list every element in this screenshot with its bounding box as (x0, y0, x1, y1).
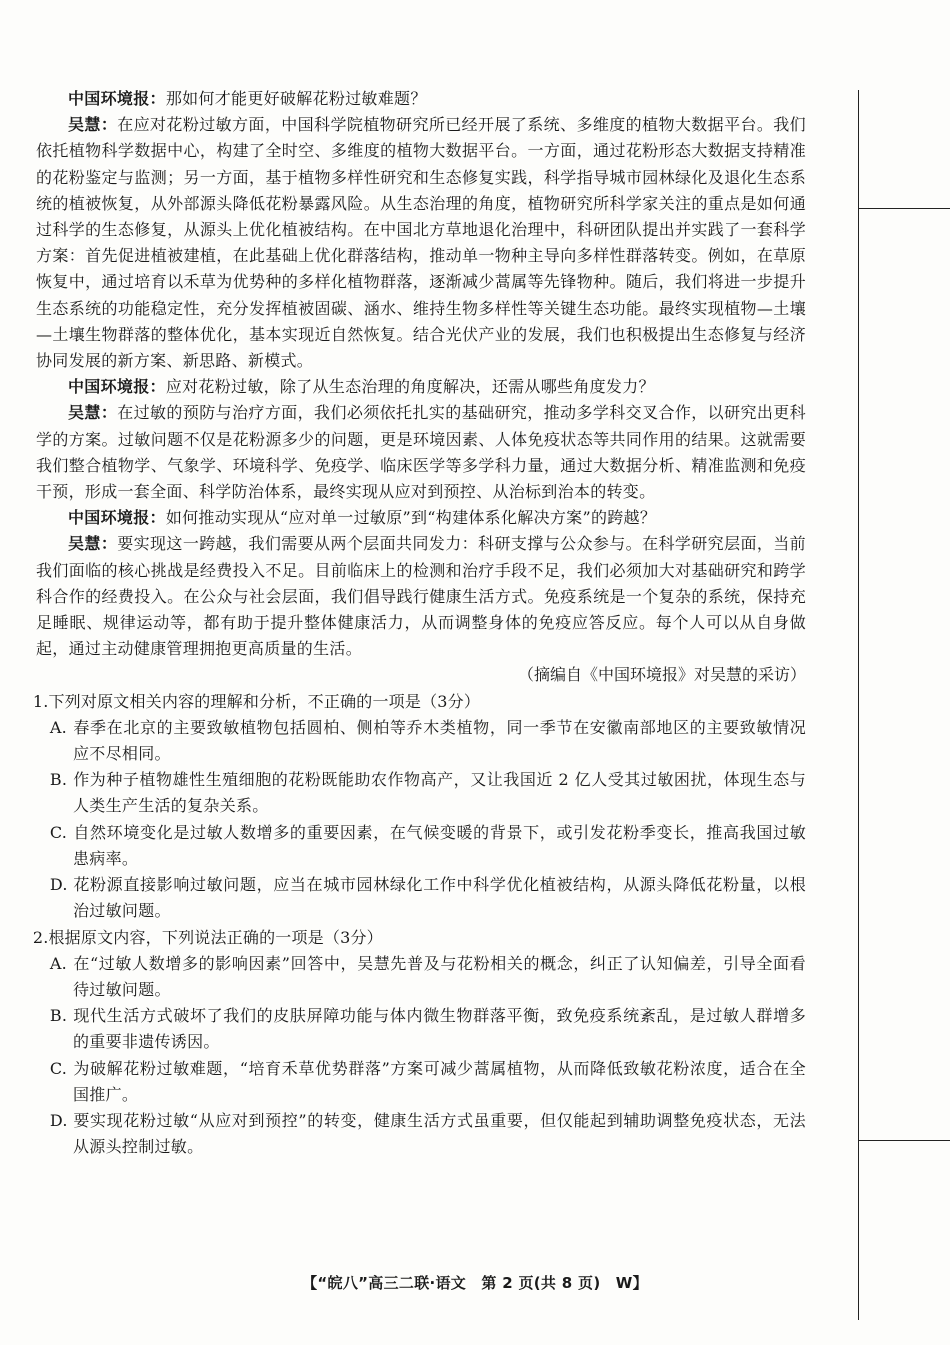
page-footer: 【“皖八”高三二联·语文 第 2 页(共 8 页) W】 (302, 1274, 648, 1292)
option-text: 在“过敏人数增多的影响因素”回答中，吴慧先普及与花粉相关的概念，纠正了认知偏差，引导全面看待过敏问题。 (73, 953, 806, 999)
interview-block: 吴慧：要实现这一跨越，我们需要从两个层面共同发力：科研支撑与公众参与。在科学研究层面，当前我们面临的核心挑战是经费投入不足。目前临床上的检测和治疗手段不足，我们必须加大对基础研究和跨学科合作的经费投入。在公众与社会层面，我们倡导践行健康生活方式。免疫系统是一个复杂的系统，保持充足睡眠、规律运动等，都有助于提升整体健康活力，从而调整身体的免疫应答反应。每个人可以从自身做起，通过主动健康管理拥抱更高质量的生活。 (36, 534, 806, 659)
speaker-label: 吴慧 (68, 534, 101, 554)
answer-option[interactable] (36, 951, 806, 1003)
question-stem: 2.根据原文内容，下列说法正确的一项是（3分） (32, 927, 383, 947)
margin-tick (858, 208, 950, 209)
interview-text: 如何推动实现从“应对单一过敏原”到“构建体系化解决方案”的跨越？ (165, 508, 657, 528)
option-letter: C. (49, 822, 68, 842)
option-letter: A. (49, 717, 68, 737)
page-content (32, 86, 806, 1160)
option-letter: B. (49, 770, 68, 790)
option-text: 春季在北京的主要致敏植物包括圆柏、侧柏等乔木类植物，同一季节在安徽南部地区的主要致敏情况应不尽相同。 (73, 717, 806, 764)
interview-block: 中国环境报：如何推动实现从“应对单一过敏原”到“构建体系化解决方案”的跨越？ (68, 508, 657, 528)
interview-block: 吴慧：在过敏的预防与治疗方面，我们必须依托扎实的基础研究，推动多学科交叉合作，以研究出更科学的方案。过敏问题不仅是花粉源多少的问题，更是环境因素、人体免疫状态等共同作用的结果。这就需要我们整合植物学、气象学、环境科学、免疫学、临床医学等多学科力量，通过大数据分析、精准监测和免疫干预，形成一套全面、科学防治体系，最终实现从应对到预控、从治标到治本的转变。 (36, 403, 806, 502)
answer-option[interactable] (36, 715, 806, 767)
interview-text: 在应对花粉过敏方面，中国科学院植物研究所已经开展了系统、多维度的植物大数据平台。我们依托植物科学数据中心，构建了全时空、多维度的植物大数据平台。一方面，通过花粉形态大数据支持精准的花粉鉴定与监测；另一方面，基于植物多样性研究和生态修复实践，科学指导城市园林绿化及退化生态系统的植被恢复，从外部源头降低花粉暴露风险。从生态治理的角度，植物研究所科学家关注的重点是如何通过科学的生态修复，从源头上优化植被结构。在中国北方草地退化治理中，科研团队提出并实践了一套科学方案：首先促进植被建植，在此基础上优化群落结构，推动单一物种主导向多样性群落转变。例如，在草原恢复中，通过培育以禾草为优势种的多样化植物群落，逐渐减少蒿属等先锋物种。随后，我们将进一步提升生态系统的功能稳定性，充分发挥植被固碳、涵水、维持生物多样性等关键生态功能。最终实现植物—土壤—土壤生物群落的整体优化，基本实现近自然恢复。结合光伏产业的发展，我们也积极提出生态修复与经济协同发展的新方案、新思路、新模式。 (36, 115, 806, 371)
speaker-label: 吴慧 (68, 115, 101, 135)
speaker-label: 吴慧 (68, 403, 101, 423)
margin-tick (858, 1140, 950, 1141)
speaker-label: 中国环境报 (68, 508, 150, 528)
option-letter: A. (49, 953, 68, 973)
source-citation: （摘编自《中国环境报》对吴慧的采访） (517, 665, 806, 685)
speaker-label: 中国环境报 (68, 89, 150, 108)
question-2 (32, 925, 806, 1161)
interview-block: 中国环境报：那如何才能更好破解花粉过敏难题？ (68, 89, 427, 108)
answer-option[interactable] (36, 820, 806, 872)
interview-text: 要实现这一跨越，我们需要从两个层面共同发力：科研支撑与公众参与。在科学研究层面，当前我们面临的核心挑战是经费投入不足。目前临床上的检测和治疗手段不足，我们必须加大对基础研究和跨学科合作的经费投入。在公众与社会层面，我们倡导践行健康生活方式。免疫系统是一个复杂的系统，保持充足睡眠、规律运动等，都有助于提升整体健康活力，从而调整身体的免疫应答反应。每个人可以从自身做起，通过主动健康管理拥抱更高质量的生活。 (36, 534, 806, 659)
answer-option[interactable] (36, 872, 806, 924)
option-letter: D. (49, 1110, 68, 1130)
interview-block: 中国环境报：应对花粉过敏，除了从生态治理的角度解决，还需从哪些角度发力？ (68, 377, 655, 397)
answer-option[interactable] (36, 767, 806, 819)
answer-option[interactable] (36, 1056, 806, 1108)
answer-option[interactable] (36, 1108, 806, 1160)
question-1 (32, 689, 806, 925)
interview-text: 应对花粉过敏，除了从生态治理的角度解决，还需从哪些角度发力？ (165, 377, 655, 397)
option-letter: C. (49, 1058, 68, 1078)
option-letter: B. (49, 1006, 68, 1026)
interview-block: 吴慧：在应对花粉过敏方面，中国科学院植物研究所已经开展了系统、多维度的植物大数据平台。我们依托植物科学数据中心，构建了全时空、多维度的植物大数据平台。一方面，通过花粉形态大数据支持精准的花粉鉴定与监测；另一方面，基于植物多样性研究和生态修复实践，科学指导城市园林绿化及退化生态系统的植被恢复，从外部源头降低花粉暴露风险。从生态治理的角度，植物研究所科学家关注的重点是如何通过科学的生态修复，从源头上优化植被结构。在中国北方草地退化治理中，科研团队提出并实践了一套科学方案：首先促进植被建植，在此基础上优化群落结构，推动单一物种主导向多样性群落转变。例如，在草原恢复中，通过培育以禾草为优势种的多样化植物群落，逐渐减少蒿属等先锋物种。随后，我们将进一步提升生态系统的功能稳定性，充分发挥植被固碳、涵水、维持生物多样性等关键生态功能。最终实现植物—土壤—土壤生物群落的整体优化，基本实现近自然恢复。结合光伏产业的发展，我们也积极提出生态修复与经济协同发展的新方案、新思路、新模式。 (36, 115, 806, 371)
speaker-label: 中国环境报 (68, 377, 150, 397)
interview-text: 在过敏的预防与治疗方面，我们必须依托扎实的基础研究，推动多学科交叉合作，以研究出更科学的方案。过敏问题不仅是花粉源多少的问题，更是环境因素、人体免疫状态等共同作用的结果。这就需要我们整合植物学、气象学、环境科学、免疫学、临床医学等多学科力量，通过大数据分析、精准监测和免疫干预，形成一套全面、科学防治体系，最终实现从应对到预控、从治标到治本的转变。 (36, 403, 806, 502)
question-stem: 1.下列对原文相关内容的理解和分析，不正确的一项是（3分） (32, 691, 481, 711)
option-text: 自然环境变化是过敏人数增多的重要因素，在气候变暖的背景下，或引发花粉季变长，推高我国过敏患病率。 (73, 822, 806, 868)
option-text: 为破解花粉过敏难题，“培育禾草优势群落”方案可减少蒿属植物，从而降低致敏花粉浓度，适合在全国推广。 (73, 1058, 806, 1104)
option-text: 花粉源直接影响过敏问题，应当在城市园林绿化工作中科学优化植被结构，从源头降低花粉量，以根治过敏问题。 (73, 875, 806, 921)
interview-text: 那如何才能更好破解花粉过敏难题？ (165, 89, 427, 108)
option-text: 作为种子植物雄性生殖细胞的花粉既能助农作物高产，又让我国近 2 亿人受其过敏困扰，体现生态与人类生产生活的复杂关系。 (73, 770, 806, 816)
answer-option[interactable] (36, 1003, 806, 1055)
option-text: 要实现花粉过敏“从应对到预控”的转变，健康生活方式虽重要，但仅能起到辅助调整免疫状态，无法从源头控制过敏。 (73, 1110, 806, 1157)
option-letter: D. (49, 875, 68, 895)
option-text: 现代生活方式破坏了我们的皮肤屏障功能与体内微生物群落平衡，致免疫系统紊乱，是过敏人群增多的重要非遗传诱因。 (73, 1006, 806, 1052)
binding-margin-line (858, 90, 859, 1320)
